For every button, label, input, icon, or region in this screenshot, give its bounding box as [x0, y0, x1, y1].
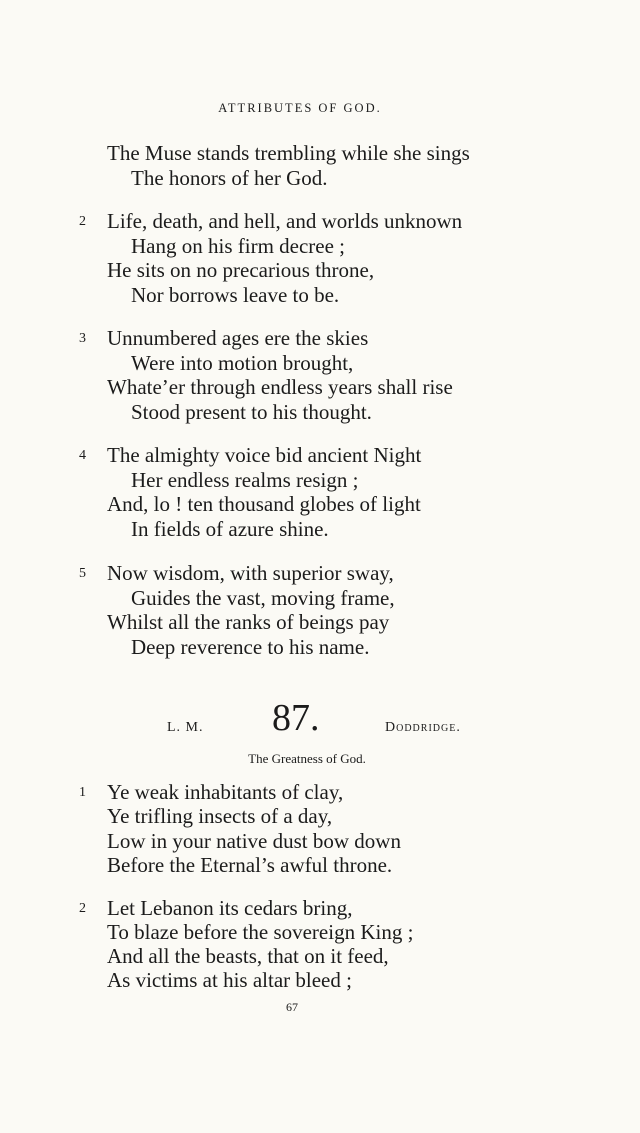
- verse-line: Ye trifling insects of a day,: [107, 804, 333, 828]
- verse-line: Nor borrows leave to be.: [131, 283, 340, 307]
- stanza-number: 2: [79, 901, 86, 916]
- verse-line: Guides the vast, moving frame,: [131, 586, 395, 610]
- hymn-title: The Greatness of God.: [248, 751, 366, 766]
- verse-line: In fields of azure shine.: [131, 517, 329, 541]
- verse-line: Whilst all the ranks of beings pay: [107, 610, 390, 634]
- verse-line: Deep reverence to his name.: [131, 635, 370, 659]
- stanza-number: 5: [79, 566, 86, 581]
- verse-line: The honors of her God.: [131, 166, 328, 190]
- verse-line: And all the beasts, that on it feed,: [107, 944, 389, 968]
- verse-line: Let Lebanon its cedars bring,: [107, 896, 353, 920]
- verse-line: Life, death, and hell, and worlds unknown: [107, 209, 463, 233]
- verse-line: And, lo ! ten thousand globes of light: [107, 492, 421, 516]
- stanza-number: 4: [79, 448, 86, 463]
- verse-line: The almighty voice bid ancient Night: [107, 443, 422, 467]
- stanza-number: 3: [79, 331, 86, 346]
- hymn-meter: L. M.: [167, 720, 204, 735]
- stanza-number: 1: [79, 785, 86, 800]
- running-head: ATTRIBUTES OF GOD.: [218, 101, 382, 115]
- verse-line: Were into motion brought,: [131, 351, 354, 375]
- verse-line: Her endless realms resign ;: [131, 468, 359, 492]
- hymn-number: 87.: [272, 697, 320, 739]
- verse-line: Low in your native dust bow down: [107, 829, 401, 853]
- verse-line: Hang on his firm decree ;: [131, 234, 346, 258]
- verse-line: Whate’er through endless years shall rise: [107, 375, 453, 399]
- verse-line: Now wisdom, with superior sway,: [107, 561, 394, 585]
- verse-line: Stood present to his thought.: [131, 400, 372, 424]
- verse-line: To blaze before the sovereign King ;: [107, 920, 414, 944]
- hymn-author: Doddridge.: [385, 720, 461, 735]
- verse-line: Unnumbered ages ere the skies: [107, 326, 369, 350]
- verse-line: Ye weak inhabitants of clay,: [107, 780, 344, 804]
- verse-line: The Muse stands trembling while she sings: [107, 141, 470, 165]
- page-number: 67: [286, 1000, 298, 1014]
- verse-line: Before the Eternal’s awful throne.: [107, 853, 393, 877]
- verse-line: As victims at his altar bleed ;: [107, 968, 352, 992]
- verse-line: He sits on no precarious throne,: [107, 258, 375, 282]
- stanza-number: 2: [79, 214, 86, 229]
